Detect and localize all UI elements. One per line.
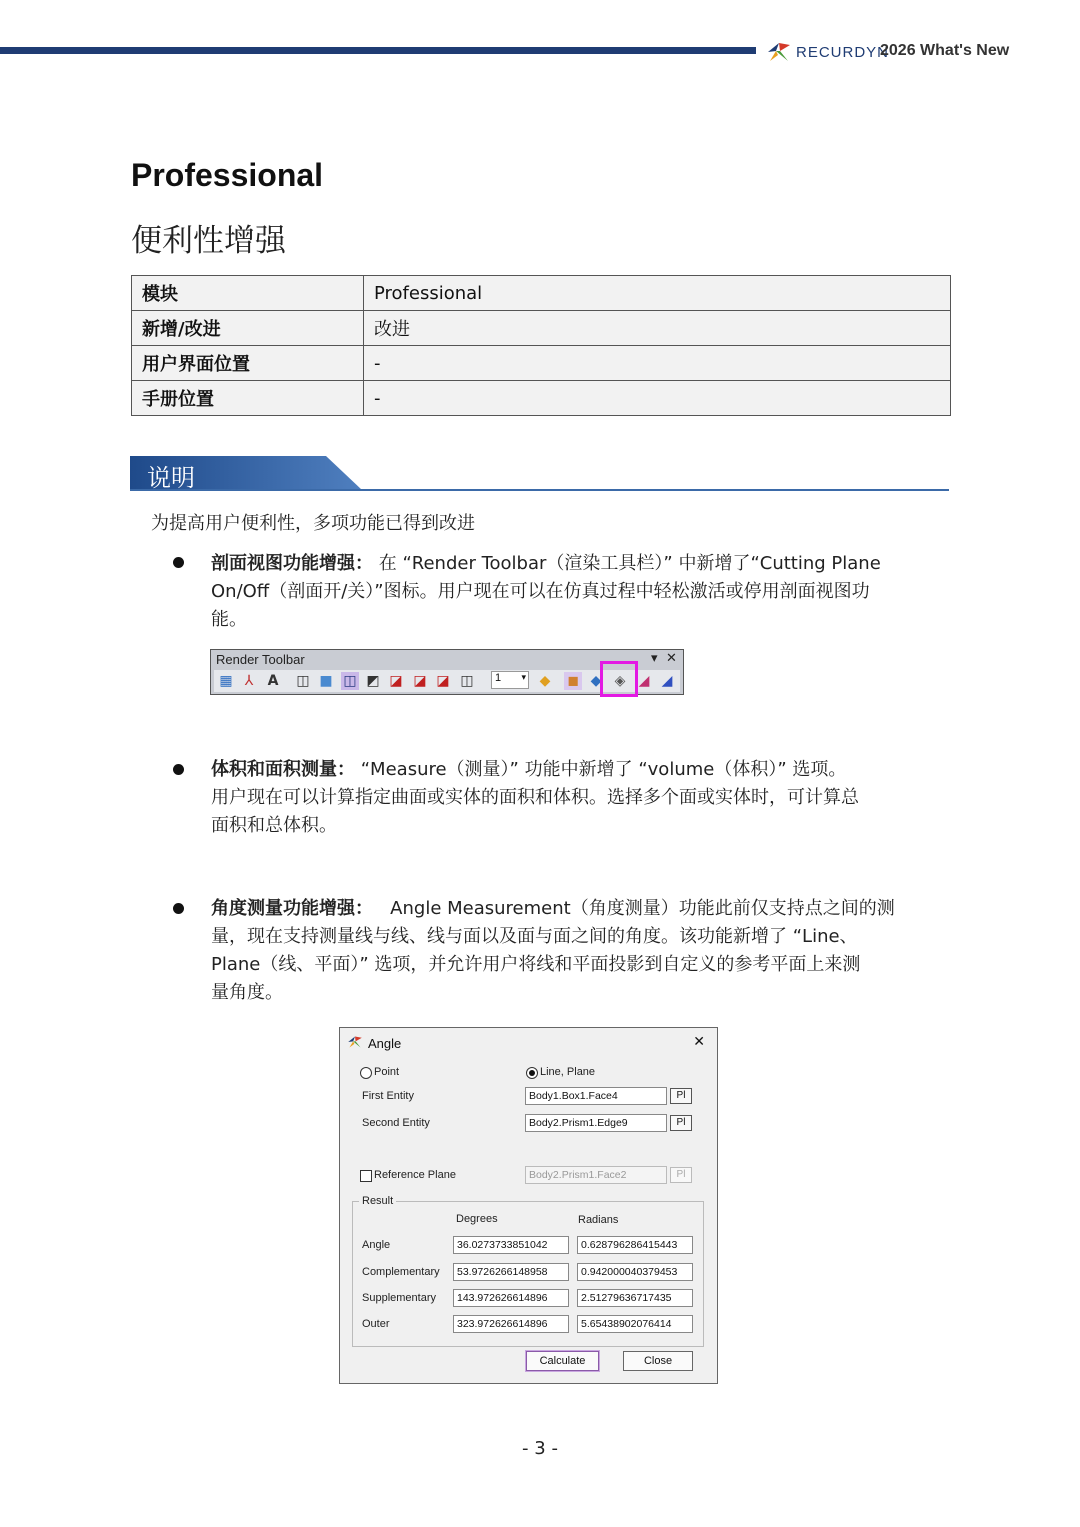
view-top-icon[interactable]: ◪ [389, 673, 403, 689]
angle-radians-field[interactable]: 0.628796286415443 [577, 1236, 693, 1254]
angle-degrees-field[interactable]: 36.0273733851042 [453, 1236, 569, 1254]
section-label: 说明 [147, 464, 195, 492]
first-entity-field[interactable]: Body1.Box1.Face4 [525, 1087, 667, 1105]
reference-plane-label: Reference Plane [374, 1169, 456, 1181]
table-value: Professional [364, 276, 951, 311]
recurdyn-logo-icon [347, 1035, 363, 1049]
table-row [132, 381, 951, 416]
result-row-label: Outer [362, 1318, 390, 1330]
grid-icon[interactable]: ▦ [219, 673, 233, 689]
table-row [132, 276, 951, 311]
table-value: - [364, 381, 951, 416]
bullet-line: 在 “Render Toolbar（渲染工具栏）” 中新增了“Cutting Plane [378, 553, 881, 574]
second-entity-label: Second Entity [362, 1117, 430, 1129]
bullet-dot [173, 557, 184, 568]
table-key: 新增/改进 [132, 311, 364, 346]
cutting-plane-highlight [600, 661, 638, 697]
info-table [131, 275, 951, 416]
second-entity-pick-button[interactable]: Pl [670, 1115, 692, 1131]
close-button[interactable]: Close [623, 1351, 693, 1371]
section-intro: 为提高用户便利性，多项功能已得到改进 [151, 513, 475, 534]
bullet-heading: 角度测量功能增强： [211, 898, 373, 919]
bullet-line: 用户现在可以计算指定曲面或实体的面积和体积。选择多个面或实体时，可计算总 [211, 787, 859, 808]
reference-plane-field[interactable]: Body2.Prism1.Face2 [525, 1166, 667, 1184]
render-toolbar-title: Render Toolbar [216, 652, 305, 667]
bullet-line: Angle Measurement（角度测量）功能此前仅支持点之间的测 [390, 898, 895, 919]
outer-radians-field[interactable]: 5.65438902076414 [577, 1315, 693, 1333]
complementary-radians-field[interactable]: 0.942000040379453 [577, 1263, 693, 1281]
close-icon[interactable]: ✕ [693, 1033, 705, 1049]
wireframe-icon[interactable]: ◫ [296, 673, 310, 689]
bullet-line: Plane（线、平面）” 选项，并允许用户将线和平面投影到自定义的参考平面上来测 [211, 954, 861, 975]
toolbar-combo-value: 1 [495, 672, 502, 684]
radians-header: Radians [578, 1214, 619, 1226]
bullet-heading: 体积和面积测量： [211, 759, 355, 780]
calculate-button[interactable]: Calculate [526, 1351, 599, 1371]
result-row-label: Complementary [362, 1266, 440, 1278]
header-title: 2026 What's New [880, 42, 1010, 59]
page-title: Professional [131, 157, 324, 193]
supplementary-radians-field[interactable]: 2.51279636717435 [577, 1289, 693, 1307]
toolbar-close-icon[interactable]: ✕ [666, 651, 677, 666]
table-key: 用户界面位置 [132, 346, 364, 381]
line-plane-radio[interactable] [526, 1067, 538, 1079]
view-iso-icon[interactable]: ◫ [460, 673, 474, 689]
table-row [132, 311, 951, 346]
table-key: 手册位置 [132, 381, 364, 416]
first-entity-pick-button[interactable]: Pl [670, 1088, 692, 1104]
dialog-title: Angle [368, 1036, 402, 1051]
supplementary-degrees-field[interactable]: 143.972626614896 [453, 1289, 569, 1307]
second-entity-field[interactable]: Body2.Prism1.Edge9 [525, 1114, 667, 1132]
bullet-text-volume [211, 756, 953, 840]
bullet-heading: 剖面视图功能增强： [211, 553, 373, 574]
header-bar [0, 47, 756, 54]
angle-dialog [339, 1027, 718, 1384]
toolbar-menu-icon[interactable]: ▾ [651, 651, 658, 666]
brand-name: RECURDYN [796, 43, 890, 61]
outer-degrees-field[interactable]: 323.972626614896 [453, 1315, 569, 1333]
axis-icon[interactable]: ⅄ [244, 673, 254, 689]
section-underline [130, 489, 949, 491]
text-icon[interactable]: A [267, 673, 279, 689]
point-radio[interactable] [360, 1067, 372, 1079]
line-plane-radio-label: Line, Plane [540, 1066, 596, 1078]
result-group-label: Result [359, 1195, 396, 1207]
bullet-text-cutting-plane [211, 550, 953, 634]
table-value: - [364, 346, 951, 381]
cutting-plane-flip-icon[interactable]: ◢ [661, 673, 673, 689]
light-icon[interactable]: ◆ [539, 673, 551, 689]
bullet-line: “Measure（测量）” 功能中新增了 “volume（体积）” 选项。 [360, 759, 847, 780]
bullet-dot [173, 764, 184, 775]
bullet-line: 量角度。 [211, 982, 283, 1003]
table-value: 改进 [364, 311, 951, 346]
table-key: 模块 [132, 276, 364, 311]
toolbar-combo[interactable] [491, 671, 529, 689]
page-number: - 3 - [522, 1438, 558, 1459]
point-radio-label: Point [374, 1066, 400, 1078]
shaded-icon[interactable]: ■ [319, 673, 333, 689]
table-row [132, 346, 951, 381]
view-right-icon[interactable]: ◪ [436, 673, 450, 689]
view-left-icon[interactable]: ◪ [413, 673, 427, 689]
cutting-plane-edit-icon[interactable]: ◢ [638, 673, 650, 689]
bullet-line: On/Off（剖面开/关）”图标。用户现在可以在仿真过程中轻松激活或停用剖面视图功 [211, 581, 870, 602]
render-mode-icon[interactable]: ◼ [564, 672, 582, 690]
bullet-line: 能。 [211, 609, 247, 630]
cutting-plane-icon[interactable]: ◈ [614, 673, 626, 689]
reference-plane-checkbox[interactable] [360, 1170, 372, 1182]
view-front-icon[interactable]: ◩ [366, 673, 380, 689]
complementary-degrees-field[interactable]: 53.9726266148958 [453, 1263, 569, 1281]
transparency-icon[interactable]: ◆ [590, 673, 602, 689]
chevron-down-icon: ▾ [521, 672, 526, 682]
bullet-dot [173, 903, 184, 914]
degrees-header: Degrees [456, 1213, 498, 1225]
bullet-text-angle [211, 895, 953, 1007]
brand-logo [766, 40, 889, 64]
box-view-icon[interactable]: ◫ [341, 672, 359, 690]
page-subtitle: 便利性增强 [131, 223, 286, 259]
bullet-line: 量，现在支持测量线与线、线与面以及面与面之间的角度。该功能新增了 “Line、 [211, 926, 858, 947]
result-row-label: Supplementary [362, 1292, 436, 1304]
first-entity-label: First Entity [362, 1090, 414, 1102]
reference-plane-pick-button[interactable]: Pl [670, 1167, 692, 1183]
bullet-line: 面积和总体积。 [211, 815, 337, 836]
result-row-label: Angle [362, 1239, 391, 1251]
recurdyn-logo-icon [766, 41, 792, 63]
